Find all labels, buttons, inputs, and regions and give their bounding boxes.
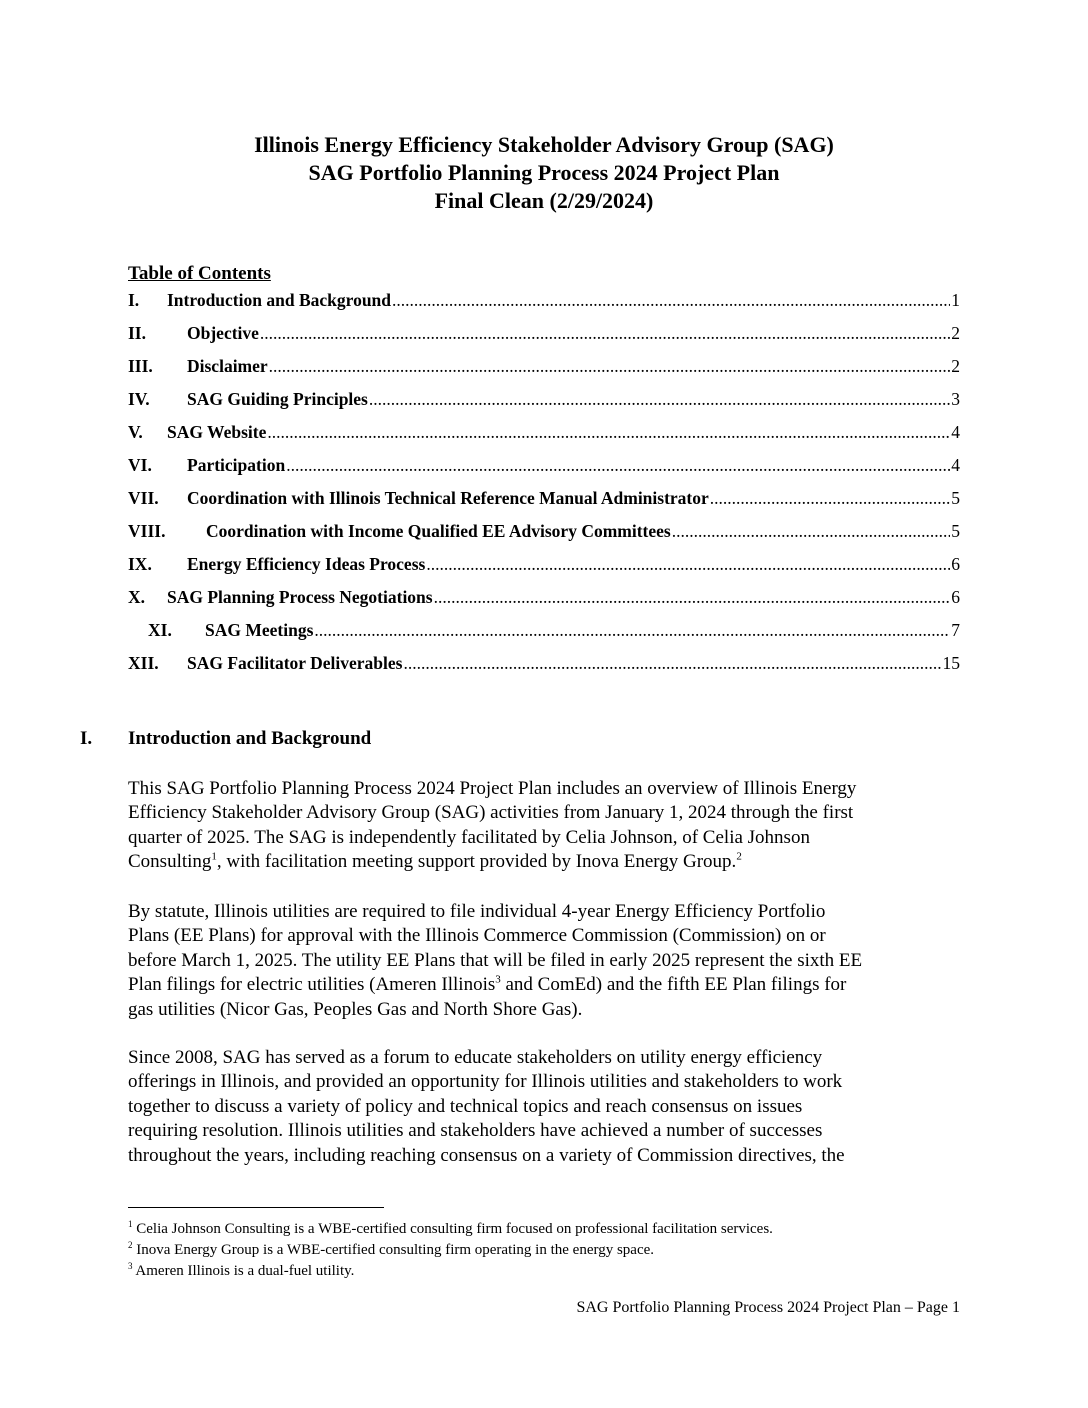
- toc-entry-label: SAG Planning Process Negotiations: [167, 587, 433, 607]
- text-line: before March 1, 2025. The utility EE Plans that will be filed in early 2025 represent the sixth EE: [128, 949, 863, 971]
- footnote-text: Ameren Illinois is a dual-fuel utility.: [132, 1263, 355, 1279]
- toc-entry-website[interactable]: [128, 422, 960, 444]
- toc-entry-number: VII.: [128, 488, 159, 508]
- paragraph-statute: [128, 900, 968, 1022]
- toc-entry-ideas-process[interactable]: [128, 554, 960, 576]
- footnote-marker: 3: [128, 1261, 133, 1271]
- footnote-3: [128, 1261, 354, 1281]
- text-line: requiring resolution. Illinois utilities and stakeholders have achieved a number of successes: [128, 1120, 823, 1142]
- toc-entry-page: 2: [951, 356, 960, 376]
- paragraph-overview: [128, 777, 968, 875]
- page-footer: SAG Portfolio Planning Process 2024 Project Plan – Page 1: [576, 1299, 960, 1316]
- text-fragment: Plan filings for electric utilities (Ameren Illinois: [128, 974, 496, 996]
- text-line: Plans (EE Plans) for approval with the Illinois Commerce Commission (Commission) on or: [128, 925, 826, 947]
- toc-entry-number: III.: [128, 356, 153, 376]
- toc-entry-page: 7: [951, 620, 960, 640]
- toc-entry-negotiations[interactable]: [128, 587, 960, 609]
- toc-leader-dots: [434, 587, 951, 608]
- text-line: This SAG Portfolio Planning Process 2024 Project Plan includes an overview of Illinois Energy: [128, 778, 857, 799]
- section-heading: Introduction and Background: [128, 728, 372, 749]
- toc-entry-facilitator-deliverables[interactable]: [128, 653, 960, 675]
- section-number: I.: [80, 728, 93, 749]
- toc-entry-number: II.: [128, 323, 146, 343]
- toc-entry-income-qualified-coordination[interactable]: [128, 521, 960, 543]
- toc-entry-number: V.: [128, 422, 143, 442]
- toc-leader-dots: [426, 554, 950, 575]
- toc-entry-page: 5: [951, 521, 960, 541]
- toc-entry-number: XI.: [148, 620, 172, 640]
- text-line: quarter of 2025. The SAG is independently facilitated by Celia Johnson, of Celia Johnson: [128, 826, 810, 848]
- toc-entry-number: IV.: [128, 389, 150, 409]
- document-title-line-3: Final Clean (2/29/2024): [434, 188, 654, 213]
- toc-entry-label: SAG Facilitator Deliverables: [187, 653, 403, 673]
- toc-leader-dots: [710, 488, 950, 509]
- toc-entry-page: 5: [951, 488, 960, 508]
- footnote-1: [128, 1219, 773, 1239]
- toc-entry-page: 1: [951, 290, 960, 310]
- toc-entry-label: SAG Website: [167, 422, 267, 442]
- toc-entry-label: Coordination with Illinois Technical Reference Manual Administrator: [187, 488, 709, 508]
- toc-entry-page: 6: [951, 587, 960, 607]
- text-line: offerings in Illinois, and provided an opportunity for Illinois utilities and stakeholders to work: [128, 1071, 843, 1093]
- toc-entry-page: 3: [951, 389, 960, 409]
- toc-leader-dots: [260, 323, 950, 344]
- toc-entry-page: 15: [942, 653, 960, 673]
- toc-entry-label: Objective: [187, 323, 259, 343]
- footnote-marker: 1: [128, 1219, 133, 1229]
- footnote-separator: [128, 1207, 384, 1208]
- paragraph-history: [128, 1046, 968, 1168]
- toc-entry-number: VI.: [128, 455, 152, 475]
- toc-leader-dots: [267, 422, 950, 443]
- toc-entry-label: Disclaimer: [187, 356, 268, 376]
- toc-entry-guiding-principles[interactable]: [128, 389, 960, 411]
- toc-entry-page: 4: [951, 455, 960, 475]
- toc-leader-dots: [286, 455, 950, 476]
- toc-entry-page: 2: [951, 323, 960, 343]
- toc-entry-disclaimer[interactable]: [128, 356, 960, 378]
- toc-leader-dots: [369, 389, 950, 410]
- text-fragment: Consulting: [128, 851, 212, 873]
- toc-entry-number: IX.: [128, 554, 152, 574]
- text-line: By statute, Illinois utilities are required to file individual 4-year Energy Efficiency Portfolio: [128, 901, 826, 922]
- footnote-marker: 2: [128, 1240, 133, 1250]
- footnote-ref-1[interactable]: 1: [211, 850, 217, 863]
- toc-entry-objective[interactable]: [128, 323, 960, 345]
- toc-entry-page: 6: [951, 554, 960, 574]
- toc-leader-dots: [314, 620, 950, 641]
- toc-leader-dots: [672, 521, 951, 542]
- footnote-2: [128, 1240, 654, 1260]
- toc-leader-dots: [403, 653, 941, 674]
- text-line: [128, 850, 968, 874]
- toc-entry-number: X.: [128, 587, 146, 607]
- toc-entry-label: Participation: [187, 455, 286, 475]
- toc-entry-number: VIII.: [128, 521, 166, 541]
- text-line: [128, 973, 968, 997]
- document-title-line-2: SAG Portfolio Planning Process 2024 Project Plan: [308, 160, 780, 185]
- footnote-text: Inova Energy Group is a WBE-certified consulting firm operating in the energy space.: [132, 1242, 655, 1258]
- toc-entry-label: SAG Meetings: [205, 620, 314, 640]
- toc-entry-trm-coordination[interactable]: [128, 488, 960, 510]
- toc-entry-number: I.: [128, 290, 140, 310]
- document-title-line-1: Illinois Energy Efficiency Stakeholder Advisory Group (SAG): [254, 132, 834, 157]
- text-fragment: and ComEd) and the fifth EE Plan filings for: [500, 974, 847, 996]
- text-line: Efficiency Stakeholder Advisory Group (SAG) activities from January 1, 2024 through the first: [128, 802, 854, 824]
- toc-entry-meetings[interactable]: [148, 620, 960, 642]
- text-line: together to discuss a variety of policy and technical topics and reach consensus on issues: [128, 1095, 803, 1117]
- toc-entry-introduction[interactable]: [128, 290, 960, 312]
- text-fragment: , with facilitation meeting support provided by Inova Energy Group.: [216, 851, 737, 873]
- toc-heading: Table of Contents: [128, 263, 271, 284]
- toc-entry-label: Coordination with Income Qualified EE Advisory Committees: [206, 521, 671, 541]
- toc-entry-page: 4: [951, 422, 960, 442]
- toc-entry-label: Energy Efficiency Ideas Process: [187, 554, 426, 574]
- toc-leader-dots: [269, 356, 951, 377]
- text-line: Since 2008, SAG has served as a forum to educate stakeholders on utility energy efficiency: [128, 1047, 823, 1068]
- toc-leader-dots: [392, 290, 950, 311]
- text-line: gas utilities (Nicor Gas, Peoples Gas and North Shore Gas).: [128, 998, 583, 1020]
- footnote-ref-2[interactable]: 2: [736, 850, 742, 863]
- toc-entry-label: Introduction and Background: [167, 290, 392, 310]
- footnote-ref-3[interactable]: 3: [495, 973, 501, 986]
- footnote-text: Celia Johnson Consulting is a WBE-certified consulting firm focused on professional facilitation services.: [132, 1221, 773, 1237]
- toc-entry-number: XII.: [128, 653, 159, 673]
- text-line: throughout the years, including reaching consensus on a variety of Commission directives, the: [128, 1144, 845, 1166]
- toc-entry-participation[interactable]: [128, 455, 960, 477]
- toc-entry-label: SAG Guiding Principles: [187, 389, 368, 409]
